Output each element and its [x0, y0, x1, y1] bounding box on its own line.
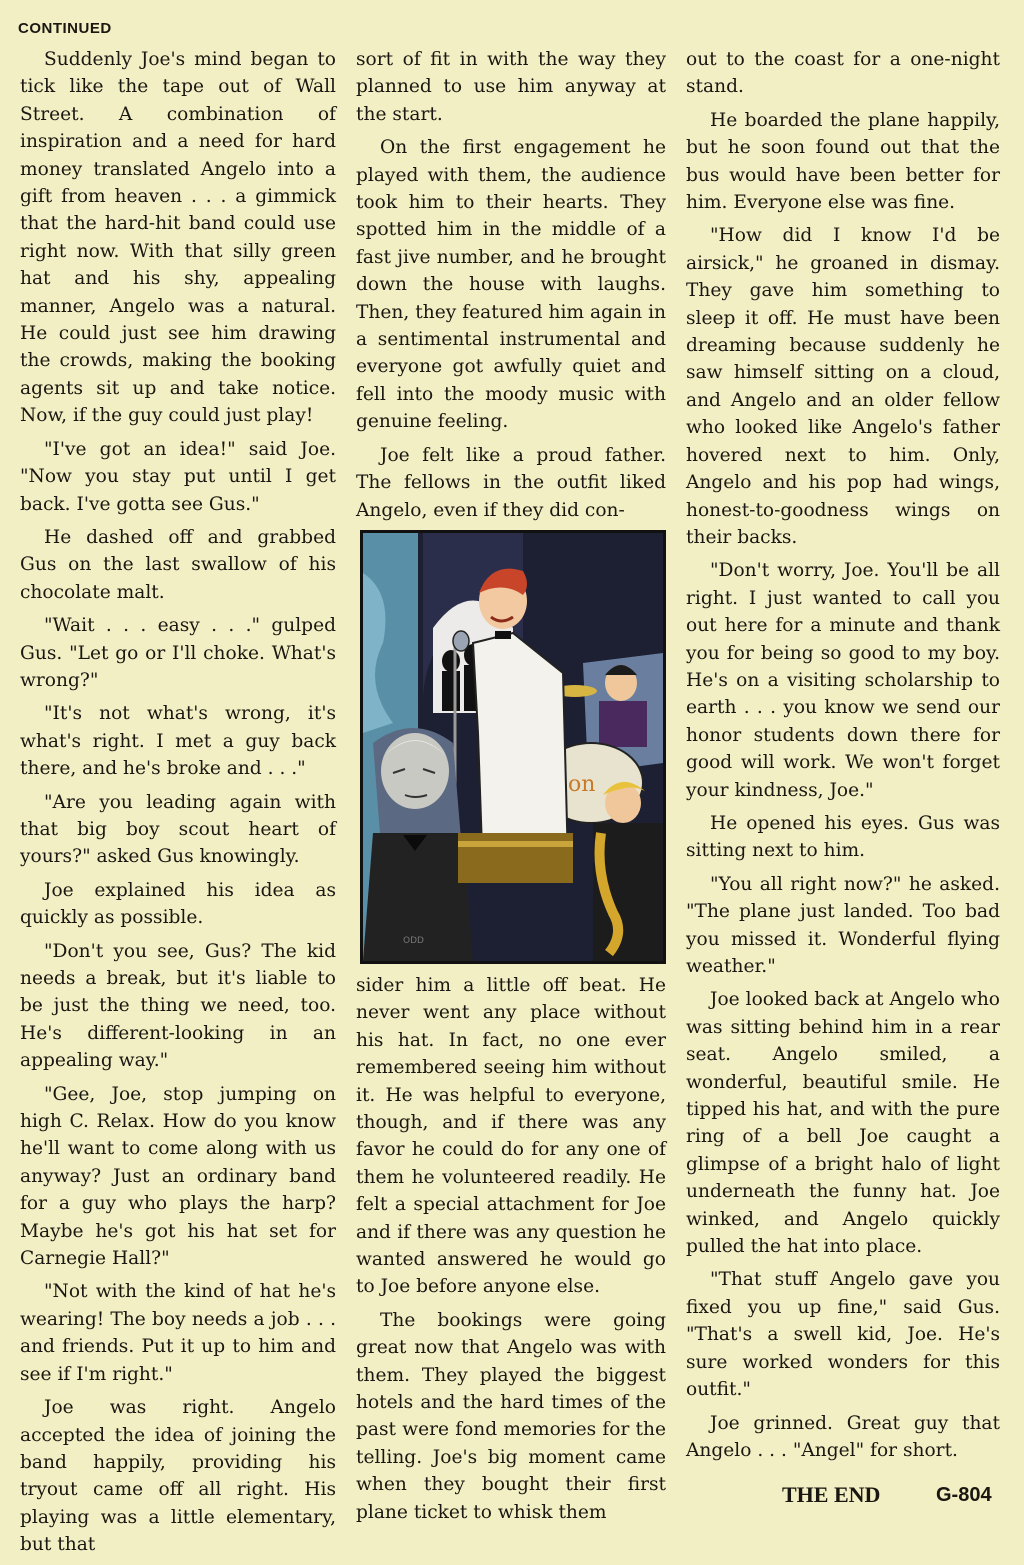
paragraph: "Don't worry, Joe. You'll be all right. I just wanted to call you out here for a minute and thank you for being so good to my boy. He's on a visiting scholarship to earth . . . you know we send our honor students down there for good will work. We won't forget your kindness, Joe." — [686, 560, 1000, 801]
paragraph: "Wait . . . easy . . ." gulped Gus. "Let go or I'll choke. What's wrong?" — [20, 615, 336, 691]
paragraph: "Gee, Joe, stop jumping on high C. Relax. How do you know he'll want to come along with us anyway? Just an ordinary band for a guy who plays the harp? Maybe he's got his hat set for Carnegie Hall?" — [20, 1083, 336, 1270]
paragraph: Joe felt like a proud father. The fellows in the outfit liked Angelo, even if they did con- — [356, 444, 666, 521]
paragraph: The bookings were going great now that Angelo was with them. They played the biggest hotels and the hard times of the past were fond memories for the telling. Joe's big moment came when they bought their first plane ticket to whisk them — [356, 1309, 666, 1523]
paragraph: Suddenly Joe's mind began to tick like the tape out of Wall Street. A combination of inspiration and a need for hard money translated Angelo into a gift from heaven . . . a gimmick that the hard-hit band could use right now. With that silly green hat and his shy, appealing manner, Angelo was a natural. He could just see him drawing the crowds, making the booking agents sit up and take notice. Now, if the guy could just play! — [20, 49, 336, 427]
text-column-2 — [356, 46, 666, 1532]
paragraph: Joe grinned. Great guy that Angelo . . . "Angel" for short. — [686, 1412, 1000, 1461]
band-illustration — [360, 530, 666, 964]
paragraph: "Are you leading again with that big boy scout heart of yours?" asked Gus knowingly. — [20, 791, 336, 868]
paragraph: "It's not what's wrong, it's what's right. I met a guy back there, and he's broke and . . ." — [20, 703, 336, 780]
paragraph: "How did I know I'd be airsick," he groaned in dismay. They gave him something to sleep it off. He must have been dreaming because suddenly he saw himself sitting on a cloud, and Angelo and an older fellow who looked like Angelo's father hovered next to him. Only, Angelo and his pop had wings, honest-to-goodness wings on their backs. — [686, 225, 1000, 548]
text-column-3 — [686, 46, 1000, 1470]
continued-label: CONTINUED — [18, 20, 112, 37]
drum-lettering: on — [568, 771, 596, 797]
paragraph: sider him a little off beat. He never went any place without his hat. In fact, no one ever remembered seeing him without it. He was helpful to everyone, though, and if there was any favor he could do for any one of them he volunteered readily. He felt a special attachment for Joe and if there was any question he wanted answered he would go to Joe before anyone else. — [356, 974, 666, 1298]
paragraph: "Not with the kind of hat he's wearing! The boy needs a job . . . and friends. Put it up to him and see if I'm right." — [20, 1281, 336, 1385]
page-code: G-804 — [936, 1484, 992, 1506]
paragraph: "That stuff Angelo gave you fixed you up fine," said Gus. "That's a swell kid, Joe. He's sure worked wonders for this outfit." — [686, 1269, 1000, 1401]
paragraph: "I've got an idea!" said Joe. "Now you stay put until I get back. I've gotta see Gus." — [20, 438, 336, 515]
paragraph: out to the coast for a one-night stand. — [686, 49, 1000, 98]
paragraph: Joe looked back at Angelo who was sitting behind him in a rear seat. Angelo smiled, a wonderful, beautiful smile. He tipped his hat, and with the pure ring of a bell Joe caught a glimpse of a bright halo of light underneath the funny hat. Joe winked, and Angelo quickly pulled the hat into place. — [686, 989, 1000, 1258]
paragraph: sort of fit in with the way they planned to use him anyway at the start. — [356, 49, 666, 125]
paragraph: "You all right now?" he asked. "The plane just landed. Too bad you missed it. Wonderful flying weather." — [686, 873, 1000, 977]
paragraph: He dashed off and grabbed Gus on the last swallow of his chocolate malt. — [20, 526, 336, 603]
paragraph: Joe explained his idea as quickly as possible. — [20, 879, 336, 929]
paragraph: He boarded the plane happily, but he soon found out that the bus would have been better for him. Everyone else was fine. — [686, 109, 1000, 214]
paragraph: Joe was right. Angelo accepted the idea of joining the band happily, providing his tryout came off all right. His playing was a little elementary, but that — [20, 1397, 336, 1556]
paragraph: On the first engagement he played with them, the audience took him to their hearts. They spotted him in the middle of a fast jive number, and he brought down the house with laughs. Then, they featured him again in a sentimental instrumental and everyone got awfully quiet and fell into the moody music with genuine feeling. — [356, 137, 666, 433]
text-column-1 — [20, 46, 336, 1565]
mic-stand-label: ODD — [403, 935, 424, 946]
paragraph: "Don't you see, Gus? The kid needs a break, but it's liable to be just the thing we need, too. He's different-looking in an appealing way." — [20, 940, 336, 1072]
the-end-label: THE END — [782, 1482, 881, 1507]
paragraph: He opened his eyes. Gus was sitting next to him. — [686, 812, 1000, 862]
band-scene-drawing — [363, 533, 663, 961]
